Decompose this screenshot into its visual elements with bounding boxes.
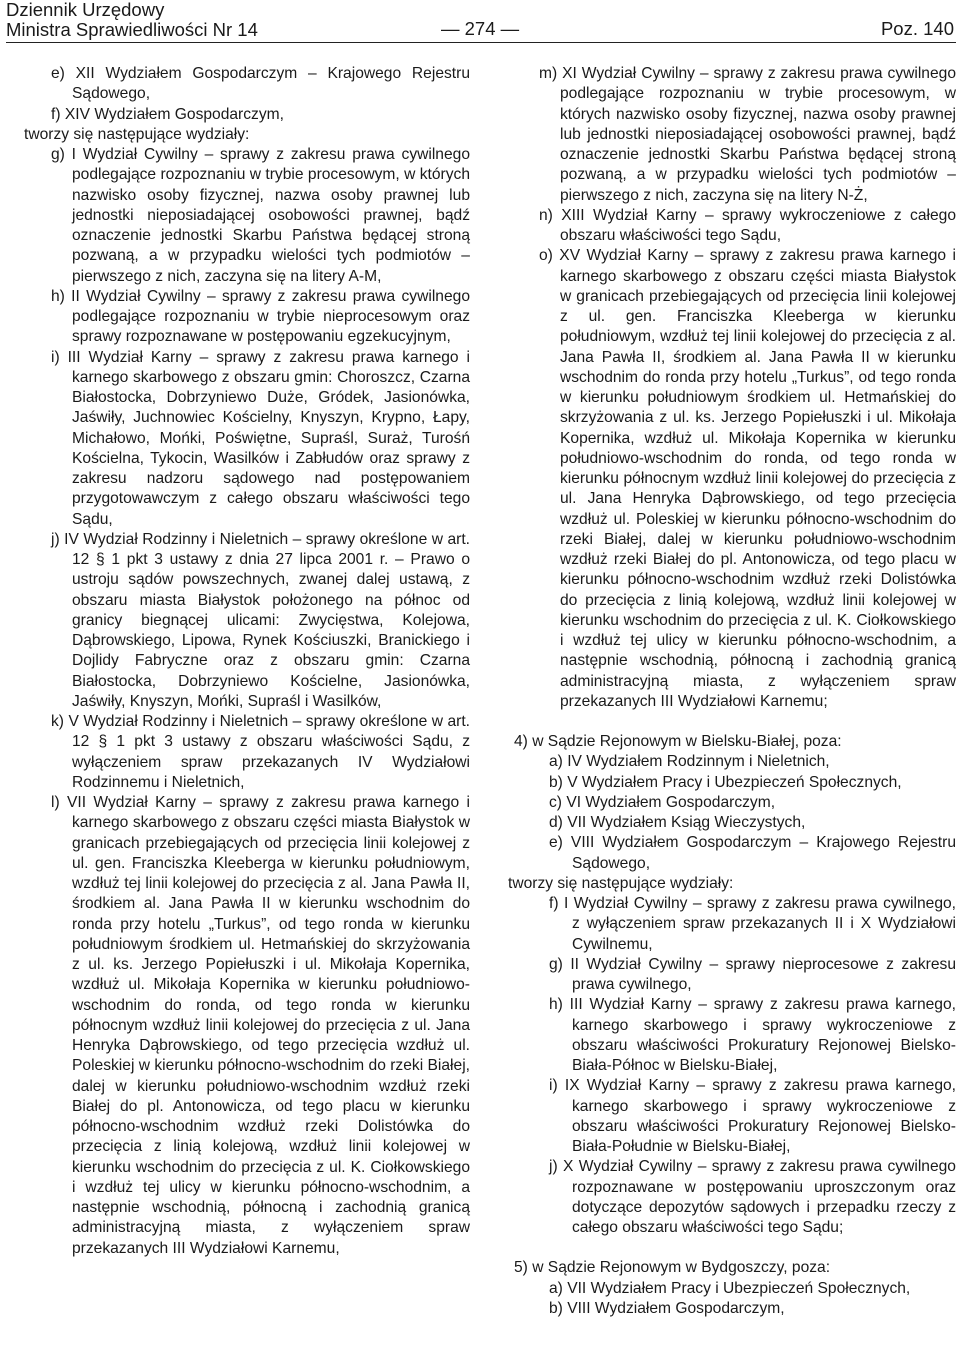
list-item: c) VI Wydziałem Gospodarczym, (549, 793, 776, 811)
list-item: g) II Wydział Cywilny – sprawy nieprocesowe z zakresu prawa cywilnego, (549, 955, 956, 993)
journal-heading (6, 0, 258, 40)
journal-title: Dziennik Urzędowy (6, 0, 165, 20)
list-item: 4) w Sądzie Rejonowym w Bielsku-Białej, poza: (514, 733, 842, 750)
page-number: — 274 — (441, 18, 520, 39)
list-item: i) III Wydział Karny – sprawy z zakresu prawa karnego i karnego skarbowego z obszaru gmin: Choroszcz, Czarna Białostocka, Dobrzyniewo Duże, Gródek, Jasionówka, Jaświły, Juchnowiec Kościelny, Knyszyn, Krypno, Łapy, Michałowo, Mońki, Poświętne, Supraśl, Suraż, Turośń Kościelna, Tykocin, Wasilków i Zabłudów oraz sprawy z zakresu nadzoru sądowego nad postępowaniem przygotowawczym z całego obszaru właściwości tego Sądu, (51, 348, 470, 528)
list-item: tworzy się następujące wydziały: (508, 874, 734, 892)
list-item: h) II Wydział Cywilny – sprawy z zakresu prawa cywilnego podlegające rozpoznaniu w trybie nieprocesowym oraz sprawy rozpoznawane w postępowaniu egzekucyjnym, (51, 287, 470, 346)
list-item: f) I Wydział Cywilny – sprawy z zakresu prawa cywilnego, z wyłączeniem spraw przekazanych II i X Wydziałowi Cywilnemu, (549, 895, 956, 953)
list-item: h) III Wydział Karny – sprawy z zakresu prawa karnego, karnego skarbowego i sprawy wykroczeniowe z obszaru właściwości Prokuratury Rejonowej Bielsko-Biała-Północ w Bielsku-Białej, (549, 996, 956, 1074)
list-item: k) V Wydział Rodzinny i Nieletnich – sprawy określone w art. 12 § 1 pkt 3 ustawy z obszaru właściwości Sądu, z wyłączeniem spraw przekazanych IV Wydziałowi Rodzinnemu i Nieletnich, (51, 713, 470, 791)
position-number: Poz. 140 (880, 18, 954, 39)
list-item: n) XIII Wydział Karny – sprawy wykroczeniowe z całego obszaru właściwości tego Sądu, (539, 206, 956, 244)
list-item: a) IV Wydziałem Rodzinnym i Nieletnich, (549, 753, 830, 771)
list-item: b) VIII Wydziałem Gospodarczym, (549, 1299, 785, 1317)
list-item: o) XV Wydział Karny – sprawy z zakresu prawa karnego i karnego skarbowego z obszaru części miasta Białystok w granicach przebiegających od przecięcia linii kolejowej z ul. gen. Franciszka Kleeberga w kierunku południowym, wzdłuż tej linii kolejowej do przecięcia z al. Jana Pawła II, środkiem al. Jana Pawła II w kierunku wschodnim do ronda przy hotelu „Turkus”, od tego ronda w kierunku południowym środkiem ul. Hetmańskiej do skrzyżowania z ul. ks. Jerzego Popiełuszki i ul. Mikołaja Kopernika, wzdłuż ul. Mikołaja Kopernika w kierunku południowo-wschodnim do ronda, od tego ronda w kierunku północnym wzdłuż linii kolejowej do przecięcia z ul. Jana Henryka Dąbrowskiego, od tego przecięcia wzdłuż ul. Poleskiej w kierunku północno-wschodnim do rzeki Białej, dalej w kierunku południowo-wschodnim wzdłuż rzeki Białej do pl. Antonowicza, od tego placu w kierunku północno-wschodnim wzdłuż rzeki Dolistówka do przecięcia z linią kolejową, wzdłuż linii kolejowej w kierunku wschodnim do przecięcia z ul. K. Ciołkowskiego i wzdłuż tej ulicy w kierunku północno-wschodnim, a następnie wschodnią, północną i zachodnią granicą administracyjną miasta, z wyłączeniem spraw przekazanych III Wydziałowi Karnemu; (539, 247, 956, 710)
right-column (508, 64, 956, 1319)
list-item: b) V Wydziałem Pracy i Ubezpieczeń Społecznych, (549, 773, 902, 791)
list-item: g) I Wydział Cywilny – sprawy z zakresu prawa cywilnego podlegające rozpoznaniu w trybie procesowym, w których nazwisko osoby fizycznej, nazwa osoby prawnej lub jednostki nieposiadającej osobowości prawnej, bądź oznaczenie jednostki Skarbu Państwa będącej stroną pozwaną, a w przypadku wielości tych podmiotów – pierwszego z nich, zaczyna się na litery A-M, (51, 146, 470, 285)
list-item: a) VII Wydziałem Pracy i Ubezpieczeń Społecznych, (549, 1279, 911, 1297)
list-item: m) XI Wydział Cywilny – sprawy z zakresu prawa cywilnego podlegające rozpoznaniu w trybie procesowym, w których nazwisko osoby fizycznej, nazwa osoby prawnej lub jednostki nieposiadającej osobowości prawnej, bądź oznaczenie jednostki Skarbu Państwa będącej stroną pozwaną, a w przypadku wielości tych podmiotów – pierwszego z nich, zaczyna się na litery N-Ż, (539, 65, 956, 204)
list-item: e) VIII Wydziałem Gospodarczym – Krajowego Rejestru Sądowego, (549, 834, 956, 872)
list-item: j) IV Wydział Rodzinny i Nieletnich – sprawy określone w art. 12 § 1 pkt 3 ustawy z dnia 27 lipca 2001 r. – Prawo o ustroju sądów powszechnych, zwanej dalej ustawą, z obszaru miasta Białystok położonego na północ od granicy biegnącej ulicami: Zwycięstwa, Kolejowa, Dąbrowskiego, Lipowa, Rynek Kościuszki, Branickiego i Dojlidy Fabryczne oraz z obszaru gmin: Czarna Białostocka, Dobrzyniewo Kościelne, Jasionówka, Jaświły, Knyszyn, Mońki, Supraśl i Wasilków, (51, 530, 470, 710)
list-item: f) XIV Wydziałem Gospodarczym, (51, 105, 284, 123)
list-item: l) VII Wydział Karny – sprawy z zakresu prawa karnego i karnego skarbowego z obszaru części miasta Białystok w granicach przebiegających od przecięcia linii kolejowej z ul. gen. Franciszka Kleeberga w kierunku południowym, wzdłuż tej linii kolejowej do przecięcia z al. Jana Pawła II, środkiem al. Jana Pawła II w kierunku wschodnim do ronda przy hotelu „Turkus”, od tego ronda w kierunku południowym środkiem ul. Hetmańskiej do skrzyżowania z ul. ks. Jerzego Popiełuszki i ul. Mikołaja Kopernika, wzdłuż ul. Mikołaja Kopernika w kierunku południowo-wschodnim do ronda, od tego ronda w kierunku północnym wzdłuż linii kolejowej do przecięcia z ul. Jana Henryka Dąbrowskiego, od tego przecięcia wzdłuż ul. Poleskiej w kierunku północno-wschodnim do rzeki Białej, dalej w kierunku południowo-wschodnim wzdłuż rzeki Białej do pl. Antonowicza, od tego placu w kierunku północno-wschodnim wzdłuż rzeki Dolistówka do przecięcia z linią kolejową, wzdłuż linii kolejowej w kierunku wschodnim do przecięcia z ul. K. Ciołkowskiego i wzdłuż tej ulicy w kierunku północno-wschodnim, a następnie wschodnią, północną i zachodnią granicą administracyjną miasta, z wyłączeniem spraw przekazanych III Wydziałowi Karnemu, (51, 794, 470, 1257)
list-item: i) IX Wydział Karny – sprawy z zakresu prawa karnego, karnego skarbowego i sprawy wykroczeniowe z obszaru właściwości Prokuratury Rejonowej Bielsko-Biała-Południe w Bielsku-Białej, (549, 1077, 956, 1155)
left-column (24, 64, 470, 1259)
page-header (6, 0, 956, 44)
list-item: d) VII Wydziałem Ksiąg Wieczystych, (549, 814, 806, 831)
list-item: j) X Wydział Cywilny – sprawy z zakresu prawa cywilnego rozpoznawane w postępowaniu uproszczonym oraz dotyczące depozytów sądowych i przepadku rzeczy z całego obszaru właściwości tego Sądu; (549, 1158, 956, 1236)
list-item: e) XII Wydziałem Gospodarczym – Krajowego Rejestru Sądowego, (51, 65, 470, 103)
list-item: 5) w Sądzie Rejonowym w Bydgoszczy, poza: (514, 1259, 831, 1277)
header-rule (6, 42, 956, 43)
list-item: tworzy się następujące wydziały: (24, 125, 250, 143)
ministry-line: Ministra Sprawiedliwości Nr 14 (6, 19, 258, 40)
